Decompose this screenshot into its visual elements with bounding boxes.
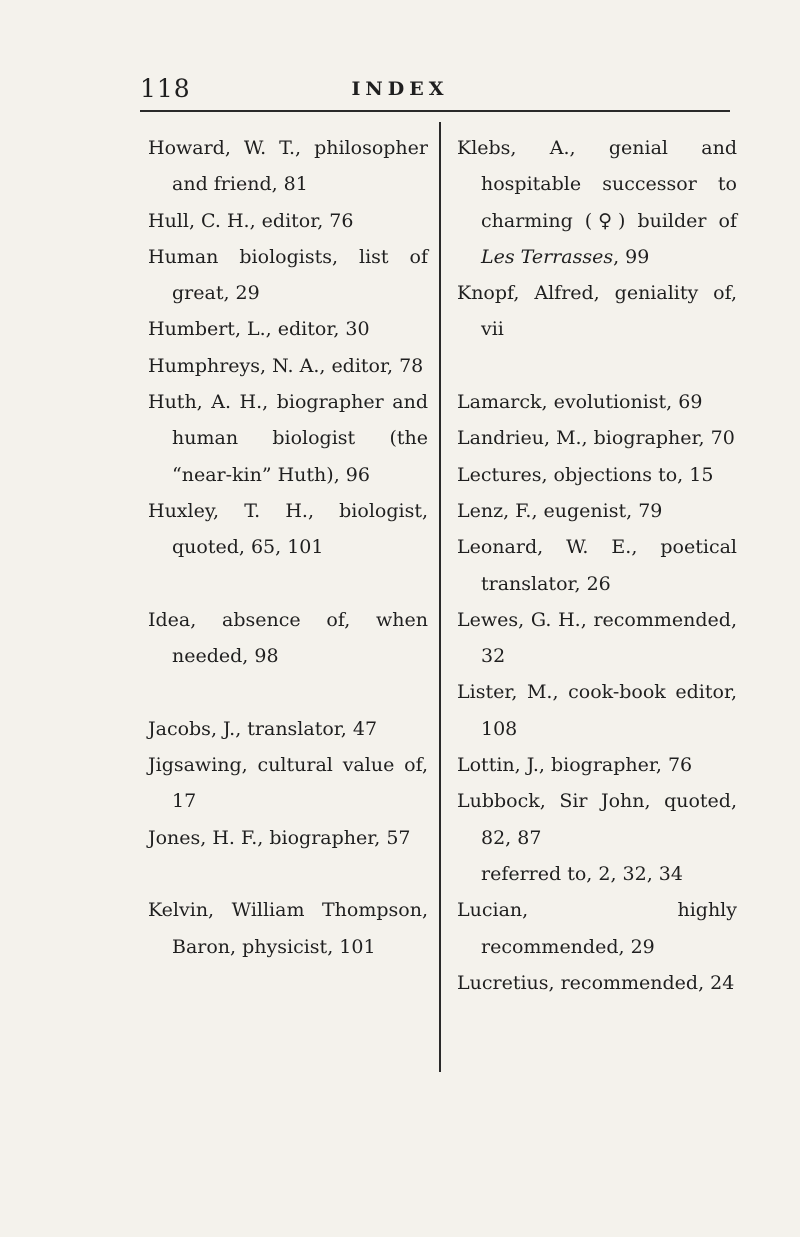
- index-entry: Lamarck, evolutionist, 69: [457, 391, 703, 414]
- index-entry: Lister, M., cook-book editor, 108: [457, 681, 737, 740]
- entry-text: Klebs, A., genial and hospitable successor to charming (♀) builder of: [457, 137, 737, 232]
- letter-gap: [148, 856, 428, 892]
- index-entry: Lucian, highly recommended, 29: [457, 899, 737, 958]
- header-rule: [140, 110, 730, 112]
- entry-page: , 99: [613, 245, 650, 268]
- index-entry: Huth, A. H., biographer and human biologist (the “near-kin” Huth), 96: [148, 391, 428, 486]
- index-entry: Jigsawing, cultural value of, 17: [148, 754, 428, 813]
- index-subentry: referred to, 2, 32, 34: [481, 862, 683, 885]
- index-entry: Lottin, J., biographer, 76: [457, 754, 693, 777]
- index-entry: Idea, absence of, when needed, 98: [148, 608, 428, 668]
- page-header: [0, 70, 800, 110]
- index-entry: Humbert, L., editor, 30: [148, 318, 370, 341]
- left-column: [148, 130, 428, 965]
- index-entry: Huxley, T. H., biologist, quoted, 65, 101: [148, 499, 428, 559]
- index-entry: Lewes, G. H., recommended, 32: [457, 608, 737, 668]
- index-entry: Knopf, Alfred, geniality of, vii: [457, 282, 737, 341]
- running-head: INDEX: [351, 78, 449, 100]
- index-entry: Lucretius, recommended, 24: [457, 971, 735, 994]
- book-title: Les Terrasses: [481, 245, 614, 268]
- index-entry: Lenz, F., eugenist, 79: [457, 499, 663, 522]
- right-column: [457, 130, 737, 1001]
- index-entry: Human biologists, list of great, 29: [148, 245, 428, 305]
- page-number: 118: [140, 74, 191, 103]
- letter-gap: [148, 566, 428, 602]
- index-entry: Howard, W. T., philosopher and friend, 81: [148, 137, 428, 196]
- index-entry: Leonard, W. E., poetical translator, 26: [457, 536, 737, 595]
- index-entry: Lectures, objections to, 15: [457, 463, 714, 486]
- letter-gap: [457, 348, 737, 384]
- index-entry: Lubbock, Sir John, quoted, 82, 87: [457, 790, 737, 849]
- index-entry: Jacobs, J., translator, 47: [148, 717, 378, 740]
- index-entry: Kelvin, William Thompson, Baron, physicist, 101: [148, 899, 428, 958]
- index-entry: Humphreys, N. A., editor, 78: [148, 354, 424, 377]
- index-entry: Jones, H. F., biographer, 57: [148, 826, 411, 849]
- index-entry: Landrieu, M., biographer, 70: [457, 427, 735, 450]
- column-divider: [439, 122, 441, 1072]
- index-entry: Hull, C. H., editor, 76: [148, 209, 354, 232]
- index-entry-klebs: [457, 130, 737, 275]
- letter-gap: [148, 674, 428, 710]
